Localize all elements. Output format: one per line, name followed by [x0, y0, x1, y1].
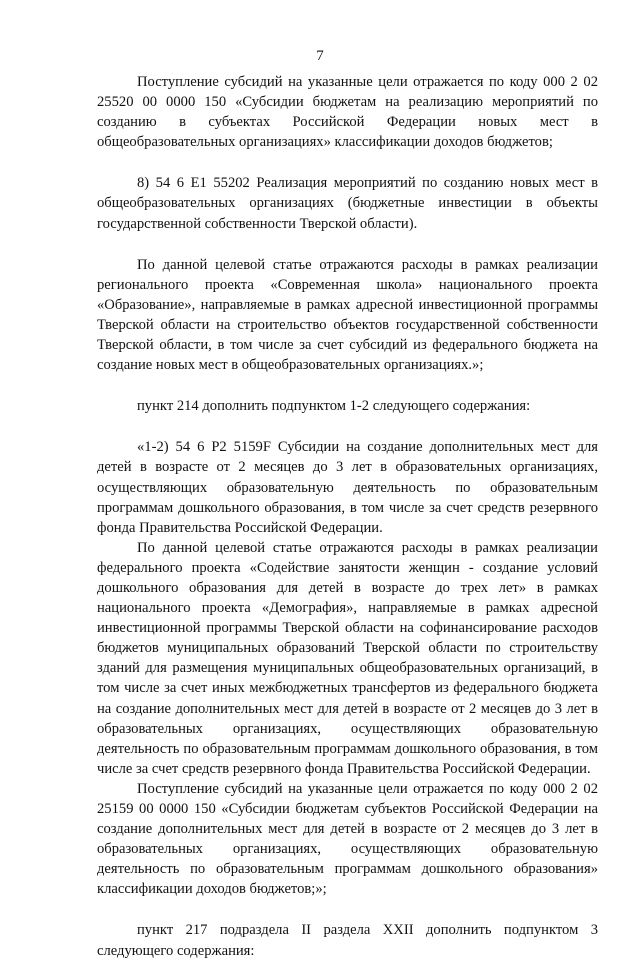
paragraph-subsidy-receipt-25520: Поступление субсидий на указанные цели отражается по коду 000 2 02 25520 00 0000 150 «Субсидии бюджетам на реализацию мероприятий по созданию в субъектах Российской Федерации новых мест в общеобразовательных организациях» классификации доходов бюджетов; — [97, 74, 598, 151]
page-number: 7 — [316, 48, 324, 64]
paragraph-point-214-amendment: пункт 214 дополнить подпунктом 1-2 следующего содержания: — [137, 398, 531, 415]
paragraph-subitem-1-2: «1-2) 54 6 P2 5159F Субсидии на создание дополнительных мест для детей в возрасте от 2 месяцев до 3 лет в образовательных организациях, осуществляющих образовательную деятельность по образовательным программам дошкольного образования, в том числе за счет средств резервного фонда Правительства Российской Федерации. — [97, 439, 598, 536]
paragraph-subsidy-receipt-25159: Поступление субсидий на указанные цели отражается по коду 000 2 02 25159 00 0000 150 «Субсидии бюджетам субъектов Российской Федерации на создание дополнительных мест для детей в возрасте от 2 месяцев до 3 лет в образовательных организациях, осуществляющих образовательную деятельность по образовательным программам дошкольного образования» классификации доходов бюджетов;»; — [97, 780, 598, 898]
paragraph-item-8-target-article: 8) 54 6 E1 55202 Реализация мероприятий по созданию новых мест в общеобразовательных организациях (бюджетные инвестиции в объекты государственной собственности Тверской области). — [97, 175, 598, 232]
paragraph-federal-project-women-employment: По данной целевой статье отражаются расходы в рамках реализации федерального проекта «Содействие занятости женщин - создание условий дошкольного образования для детей в возрасте до трех лет» в рамках национального проекта «Демография», направляемые в рамках адресной инвестиционной программы Тверской области на софинансирование расходов бюджетов муниципальных образований Тверской области по строительству зданий для размещения муниципальных общеобразовательных организаций, в том числе за счет иных межбюджетных трансфертов из федерального бюджета на создание дополнительных мест для детей в возрасте от 2 месяцев до 3 лет в образовательных организациях, осуществляющих образовательную деятельность по образовательным программам дошкольного образования, в том числе за счет средств резервного фонда Правительства Российской Федерации. — [97, 539, 598, 777]
document-body — [97, 72, 598, 961]
paragraph-regional-project-modern-school: По данной целевой статье отражаются расходы в рамках реализации регионального проекта «Современная школа» национального проекта «Образование», направляемые в рамках адресной инвестиционной программы Тверской области на строительство объектов государственной собственности Тверской области, в том числе за счет субсидий из федерального бюджета на создание новых мест в общеобразовательных организациях.»; — [97, 256, 598, 374]
paragraph-point-217-amendment: пункт 217 подраздела II раздела XXII дополнить подпунктом 3 следующего содержания: — [97, 922, 598, 959]
